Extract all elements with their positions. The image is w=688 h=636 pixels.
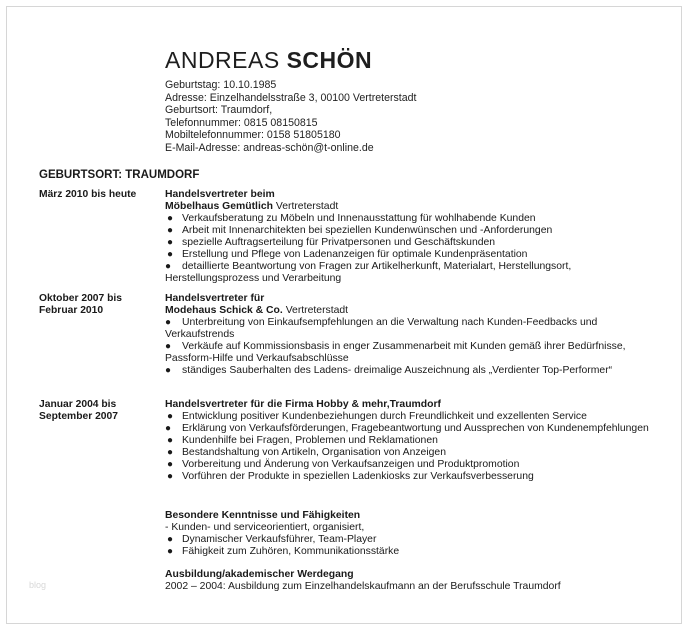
job-date: März 2010 bis heute bbox=[39, 189, 137, 200]
bullet-icon: ● bbox=[167, 471, 174, 482]
job-bullets bbox=[165, 213, 660, 285]
job-company bbox=[165, 201, 660, 213]
list-item: ● Entwicklung positiver Kundenbeziehungen durch Freundlichkeit und exzellenten Service bbox=[167, 411, 587, 422]
skills-bullets bbox=[165, 534, 660, 558]
job-body bbox=[165, 189, 660, 285]
list-item: ● ständiges Sauberhalten des Ladens- dreimalige Auszeichnung als „Verdienter Top-Performer“ bbox=[165, 365, 613, 376]
job-body bbox=[165, 399, 660, 483]
bullet-icon: ● bbox=[167, 225, 174, 236]
birthplace-heading: GEBURTSORT: TRAUMDORF bbox=[39, 169, 200, 181]
bullet-icon: ● bbox=[165, 423, 172, 434]
contact-birthday: Geburtstag: 10.10.1985 bbox=[165, 79, 277, 91]
bullet-icon: ● bbox=[167, 411, 174, 422]
bullet-icon: ● bbox=[167, 213, 174, 224]
education-line: 2002 – 2004: Ausbildung zum Einzelhandelskaufmann an der Berufsschule Traumdorf bbox=[165, 581, 561, 592]
bullet-icon: ● bbox=[167, 237, 174, 248]
contact-email: E-Mail-Adresse: andreas-schön@t-online.de bbox=[165, 141, 374, 154]
contact-address: Adresse: Einzelhandelsstraße 3, 00100 Vertreterstadt bbox=[165, 91, 417, 104]
list-item: ● Verkaufsberatung zu Möbeln und Innenausstattung für wohlhabende Kunden bbox=[167, 213, 536, 224]
list-item: ● Verkäufe auf Kommissionsbasis in enger Zusammenarbeit mit Kunden gemäß ihrer Bedürfnisse, Passform-Hilfe und Verkaufsabschlüsse bbox=[165, 341, 626, 364]
education-heading: Ausbildung/akademischer Werdegang bbox=[165, 569, 354, 580]
list-item: ● Fähigkeit zum Zuhören, Kommunikationsstärke bbox=[167, 546, 400, 557]
bullet-icon: ● bbox=[167, 447, 174, 458]
job-date: Oktober 2007 bis Februar 2010 bbox=[39, 293, 122, 316]
first-name: ANDREAS bbox=[165, 47, 280, 73]
bullet-icon: ● bbox=[167, 546, 174, 557]
bullet-icon: ● bbox=[167, 435, 174, 446]
skills-heading: Besondere Kenntnisse und Fähigkeiten bbox=[165, 510, 361, 521]
skills-first-line: - Kunden- und serviceorientiert, organisiert, bbox=[165, 522, 365, 533]
job-date: Januar 2004 bis September 2007 bbox=[39, 399, 118, 422]
bullet-icon: ● bbox=[165, 365, 172, 376]
skills-body bbox=[165, 510, 660, 558]
company-name: Möbelhaus Gemütlich bbox=[165, 201, 273, 212]
job-bullets bbox=[165, 317, 660, 377]
last-name: SCHÖN bbox=[286, 47, 373, 73]
job-title: Handelsvertreter beim bbox=[165, 189, 275, 200]
contact-mobile: Mobiltelefonnummer: 0158 51805180 bbox=[165, 129, 341, 141]
company-city: Vertreterstadt bbox=[275, 201, 339, 212]
bullet-icon: ● bbox=[167, 534, 174, 545]
education-body bbox=[165, 569, 660, 593]
company-name: Modehaus Schick & Co. bbox=[165, 305, 283, 316]
bullet-icon: ● bbox=[167, 249, 174, 260]
list-item: ● Kundenhilfe bei Fragen, Problemen und Reklamationen bbox=[167, 435, 438, 446]
job-body bbox=[165, 293, 660, 377]
list-item: ● spezielle Auftragserteilung für Privatpersonen und Geschäftskunden bbox=[167, 237, 496, 248]
list-item: ● detaillierte Beantwortung von Fragen zur Artikelherkunft, Materialart, Herstellungsort, Herstellungsprozess und Verarbeitung bbox=[165, 261, 572, 284]
bullet-icon: ● bbox=[167, 459, 174, 470]
list-item: ● Erstellung und Pflege von Ladenanzeigen für optimale Kundenpräsentation bbox=[167, 249, 528, 260]
job-title: Handelsvertreter für die Firma Hobby & mehr,Traumdorf bbox=[165, 399, 441, 410]
bullet-icon: ● bbox=[165, 261, 172, 272]
job-bullets bbox=[165, 411, 660, 483]
watermark: blog bbox=[29, 580, 47, 590]
list-item: ● Dynamischer Verkaufsführer, Team-Player bbox=[167, 534, 377, 545]
list-item: ● Erklärung von Verkaufsförderungen, Fragebeantwortung und Aussprechen von Kundenempfehlungen bbox=[165, 423, 649, 434]
list-item: ● Bestandshaltung von Artikeln, Organisation von Anzeigen bbox=[167, 447, 446, 458]
contact-block bbox=[165, 79, 416, 154]
bullet-icon: ● bbox=[165, 341, 172, 352]
list-item: ● Unterbreitung von Einkaufsempfehlungen an die Verwaltung nach Kunden-Feedbacks und Verkaufstrends bbox=[165, 317, 598, 340]
list-item: ● Vorbereitung und Änderung von Verkaufsanzeigen und Produktpromotion bbox=[167, 459, 520, 470]
contact-phone: Telefonnummer: 0815 08150815 bbox=[165, 116, 318, 129]
resume-page bbox=[6, 6, 682, 624]
job-company bbox=[165, 305, 660, 317]
job-title: Handelsvertreter für bbox=[165, 293, 265, 304]
contact-birthplace: Geburtsort: Traumdorf, bbox=[165, 104, 273, 116]
company-city: Vertreterstadt bbox=[285, 305, 349, 316]
list-item: ● Vorführen der Produkte in speziellen Ladenkiosks zur Verkaufsverbesserung bbox=[167, 471, 534, 482]
list-item: ● Arbeit mit Innenarchitekten bei speziellen Kundenwünschen und -Anforderungen bbox=[167, 225, 553, 236]
bullet-icon: ● bbox=[165, 317, 172, 328]
full-name bbox=[165, 47, 372, 74]
